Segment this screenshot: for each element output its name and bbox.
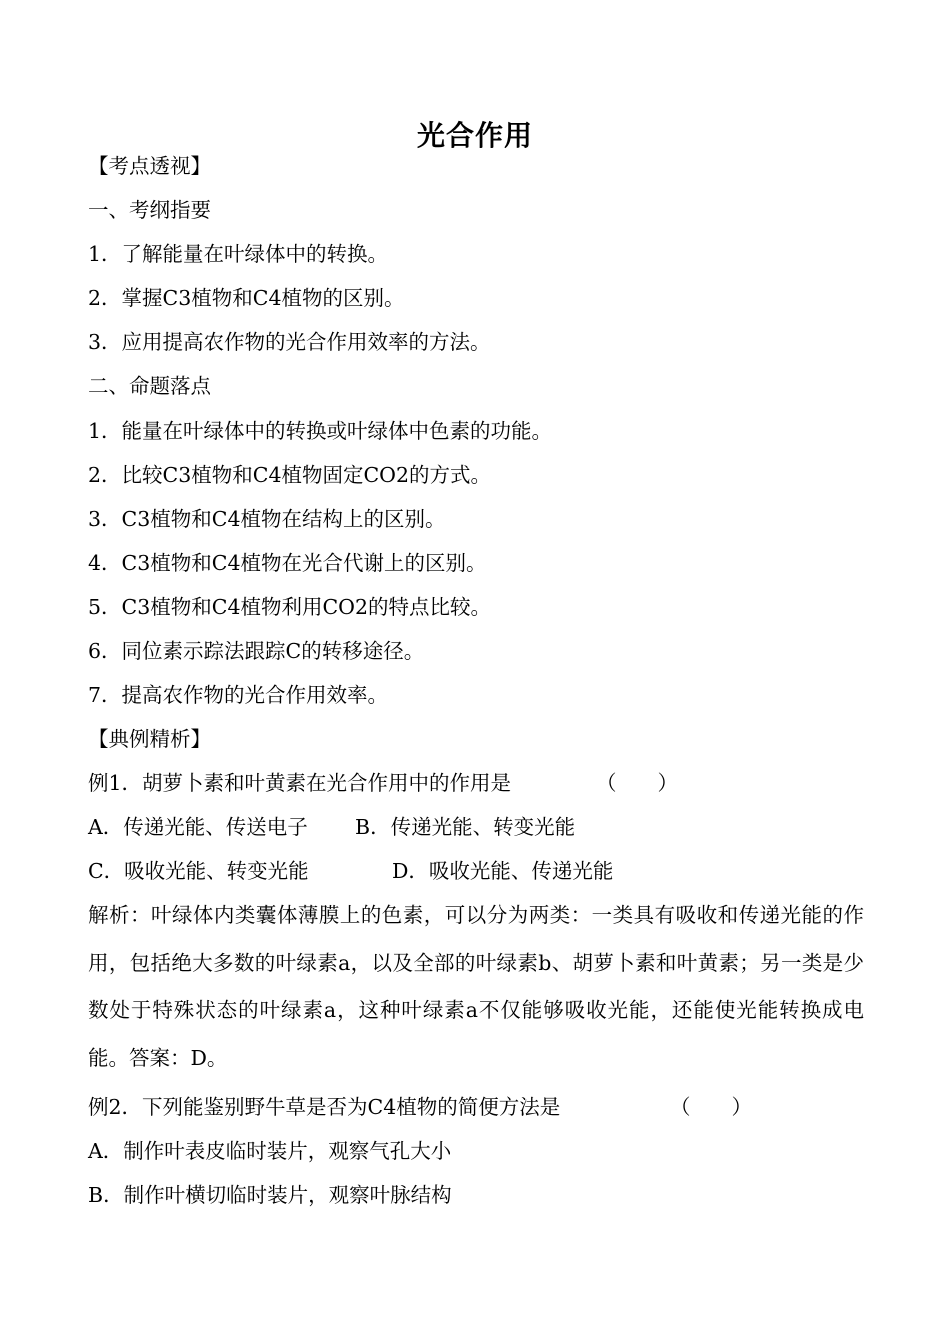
kaogang-item: 1．了解能量在叶绿体中的转换。 [88,242,389,266]
page-title: 光合作用 [416,119,533,152]
section-heading-dianli: 【典例精析】 [88,727,211,751]
example2-option-a: A．制作叶表皮临时装片，观察气孔大小 [88,1139,452,1163]
example1-option-a: A．传递光能、传送电子 [88,815,308,839]
example2-option-b: B．制作叶横切临时装片，观察叶脉结构 [88,1183,452,1207]
mingti-item: 4．C3植物和C4植物在光合代谢上的区别。 [88,551,487,575]
mingti-item: 5．C3植物和C4植物利用CO2的特点比较。 [88,595,492,619]
mingti-item: 6．同位素示踪法跟踪C的转移途径。 [88,639,425,663]
example1-answer-bracket: （ ） [596,771,678,795]
kaogang-item: 3．应用提高农作物的光合作用效率的方法。 [88,330,491,354]
kaogang-item: 2．掌握C3植物和C4植物的区别。 [88,286,405,310]
mingti-item: 3．C3植物和C4植物在结构上的区别。 [88,507,446,531]
example1-option-c: C．吸收光能、转变光能 [88,859,309,883]
example1-option-d: D．吸收光能、传递光能 [392,859,614,883]
example2-answer-bracket: （ ） [670,1095,752,1119]
example2-question: 例2．下列能鉴别野牛草是否为C4植物的简便方法是 [88,1095,561,1119]
example1-question: 例1．胡萝卜素和叶黄素在光合作用中的作用是 [88,771,512,795]
kaogang-heading: 一、考纲指要 [88,198,211,222]
mingti-item: 1．能量在叶绿体中的转换或叶绿体中色素的功能。 [88,419,553,443]
section-heading-kaodian: 【考点透视】 [88,154,211,178]
example1-analysis: 解析：叶绿体内类囊体薄膜上的色素，可以分为两类：一类具有吸收和传递光能的作用，包括绝大多数的叶绿素a，以及全部的叶绿素b、胡萝卜素和叶黄素；另一类是少数处于特殊状态的叶绿素a，这种叶绿素a不仅能够吸收光能，还能使光能转换成电能。答案：D。 [88,903,864,1070]
mingti-heading: 二、命题落点 [88,374,211,398]
example1-option-b: B．传递光能、转变光能 [355,815,576,839]
mingti-item: 7．提高农作物的光合作用效率。 [88,683,389,707]
mingti-item: 2．比较C3植物和C4植物固定CO2的方式。 [88,463,492,487]
